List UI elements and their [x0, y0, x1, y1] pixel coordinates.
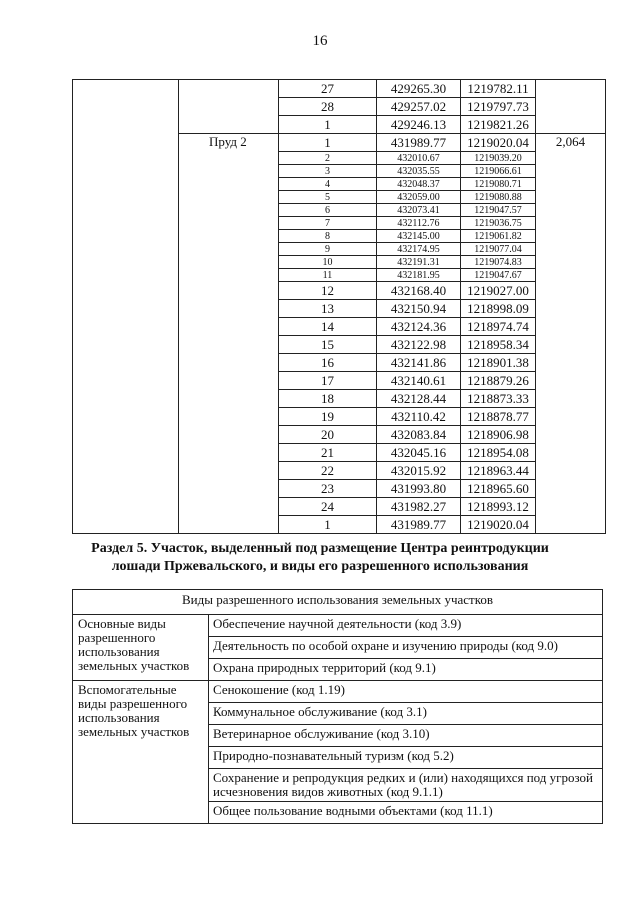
- point-number: 17: [279, 372, 377, 390]
- coord-x: 429257.02: [377, 98, 461, 116]
- point-number: 10: [279, 256, 377, 269]
- point-number: 11: [279, 269, 377, 282]
- coord-y: 1219036.75: [461, 217, 536, 230]
- point-number: 16: [279, 354, 377, 372]
- coord-x: 432150.94: [377, 300, 461, 318]
- point-number: 19: [279, 408, 377, 426]
- point-number: 2: [279, 152, 377, 165]
- use-item: Деятельность по особой охране и изучению природы (код 9.0): [209, 637, 603, 659]
- coord-x: 432140.61: [377, 372, 461, 390]
- coord-x: 432168.40: [377, 282, 461, 300]
- point-number: 7: [279, 217, 377, 230]
- use-item: Сохранение и репродукция редких и (или) находящихся под угрозой исчезновения видов животных (код 9.1.1): [209, 769, 603, 802]
- coord-x: 432145.00: [377, 230, 461, 243]
- coord-x: 432174.95: [377, 243, 461, 256]
- use-item: Ветеринарное обслуживание (код 3.10): [209, 725, 603, 747]
- table-row: [73, 80, 606, 98]
- coord-x: 432010.67: [377, 152, 461, 165]
- point-number: 22: [279, 462, 377, 480]
- coord-x: 431989.77: [377, 134, 461, 152]
- coord-y: 1219821.26: [461, 116, 536, 134]
- coord-y: 1219020.04: [461, 516, 536, 534]
- uses-header: Виды разрешенного использования земельных участков: [73, 590, 603, 615]
- coord-x: 432073.41: [377, 204, 461, 217]
- coord-y: 1218878.77: [461, 408, 536, 426]
- coord-x: 432124.36: [377, 318, 461, 336]
- coordinates-table: [72, 79, 606, 534]
- coord-x: 429265.30: [377, 80, 461, 98]
- point-number: 13: [279, 300, 377, 318]
- use-item: Сенокошение (код 1.19): [209, 681, 603, 703]
- coord-x: 431982.27: [377, 498, 461, 516]
- use-item: Обеспечение научной деятельности (код 3.9): [209, 615, 603, 637]
- point-number: 1: [279, 516, 377, 534]
- point-number: 1: [279, 134, 377, 152]
- coord-y: 1218901.38: [461, 354, 536, 372]
- aux-uses-label: Вспомогательные виды разрешенного использования земельных участков: [73, 681, 209, 824]
- point-number: 14: [279, 318, 377, 336]
- coord-y: 1218879.26: [461, 372, 536, 390]
- point-number: 18: [279, 390, 377, 408]
- blank-cell: [73, 80, 179, 534]
- coord-x: 429246.13: [377, 116, 461, 134]
- coord-y: 1218993.12: [461, 498, 536, 516]
- area-cell-prev: [536, 80, 606, 134]
- main-uses-label: Основные виды разрешенного использования земельных участков: [73, 615, 209, 681]
- point-number: 15: [279, 336, 377, 354]
- coord-y: 1219077.04: [461, 243, 536, 256]
- coord-y: 1219080.71: [461, 178, 536, 191]
- coord-x: 432122.98: [377, 336, 461, 354]
- coord-x: 432191.31: [377, 256, 461, 269]
- coord-y: 1219074.83: [461, 256, 536, 269]
- use-item: Коммунальное обслуживание (код 3.1): [209, 703, 603, 725]
- section-title-line1: Раздел 5. Участок, выделенный под размещение Центра реинтродукции: [91, 541, 549, 556]
- coord-x: 431989.77: [377, 516, 461, 534]
- coord-x: 432110.42: [377, 408, 461, 426]
- coord-x: 432141.86: [377, 354, 461, 372]
- coord-x: 432059.00: [377, 191, 461, 204]
- coord-y: 1219039.20: [461, 152, 536, 165]
- section-title: [60, 540, 580, 576]
- coord-x: 432035.55: [377, 165, 461, 178]
- coord-y: 1219047.57: [461, 204, 536, 217]
- coord-y: 1218974.74: [461, 318, 536, 336]
- coord-y: 1219782.11: [461, 80, 536, 98]
- coord-x: 432015.92: [377, 462, 461, 480]
- coord-y: 1219080.88: [461, 191, 536, 204]
- coord-x: 431993.80: [377, 480, 461, 498]
- point-number: 27: [279, 80, 377, 98]
- point-number: 24: [279, 498, 377, 516]
- point-number: 12: [279, 282, 377, 300]
- coord-y: 1218998.09: [461, 300, 536, 318]
- point-number: 28: [279, 98, 377, 116]
- coord-x: 432181.95: [377, 269, 461, 282]
- use-item: Охрана природных территорий (код 9.1): [209, 659, 603, 681]
- coord-x: 432048.37: [377, 178, 461, 191]
- coord-y: 1219047.67: [461, 269, 536, 282]
- point-number: 9: [279, 243, 377, 256]
- point-number: 5: [279, 191, 377, 204]
- point-number: 6: [279, 204, 377, 217]
- coord-y: 1218965.60: [461, 480, 536, 498]
- coord-y: 1218906.98: [461, 426, 536, 444]
- permitted-uses-table: [72, 589, 603, 824]
- coord-y: 1219061.82: [461, 230, 536, 243]
- coord-y: 1219797.73: [461, 98, 536, 116]
- point-number: 1: [279, 116, 377, 134]
- point-number: 3: [279, 165, 377, 178]
- permitted-uses-table-body: [73, 590, 603, 824]
- coord-x: 432045.16: [377, 444, 461, 462]
- point-number: 8: [279, 230, 377, 243]
- uses-header-row: [73, 590, 603, 615]
- coord-y: 1218958.34: [461, 336, 536, 354]
- coord-y: 1219020.04: [461, 134, 536, 152]
- coord-y: 1218873.33: [461, 390, 536, 408]
- coord-y: 1218954.08: [461, 444, 536, 462]
- coord-y: 1219066.61: [461, 165, 536, 178]
- coord-x: 432112.76: [377, 217, 461, 230]
- point-number: 21: [279, 444, 377, 462]
- uses-row: [73, 681, 603, 703]
- coord-x: 432083.84: [377, 426, 461, 444]
- name-cell-prev: [179, 80, 279, 134]
- coord-y: 1218963.44: [461, 462, 536, 480]
- coord-x: 432128.44: [377, 390, 461, 408]
- use-item: Общее пользование водными объектами (код 11.1): [209, 802, 603, 824]
- point-number: 4: [279, 178, 377, 191]
- page-number: 16: [312, 33, 328, 49]
- use-item: Природно-познавательный туризм (код 5.2): [209, 747, 603, 769]
- section-title-line2: лошади Пржевальского, и виды его разрешенного использования: [111, 559, 529, 574]
- coord-y: 1219027.00: [461, 282, 536, 300]
- point-number: 23: [279, 480, 377, 498]
- uses-row: [73, 615, 603, 637]
- pond-area: 2,064: [536, 134, 606, 534]
- point-number: 20: [279, 426, 377, 444]
- coordinates-table-body: [73, 80, 606, 534]
- pond-name: Пруд 2: [179, 134, 279, 534]
